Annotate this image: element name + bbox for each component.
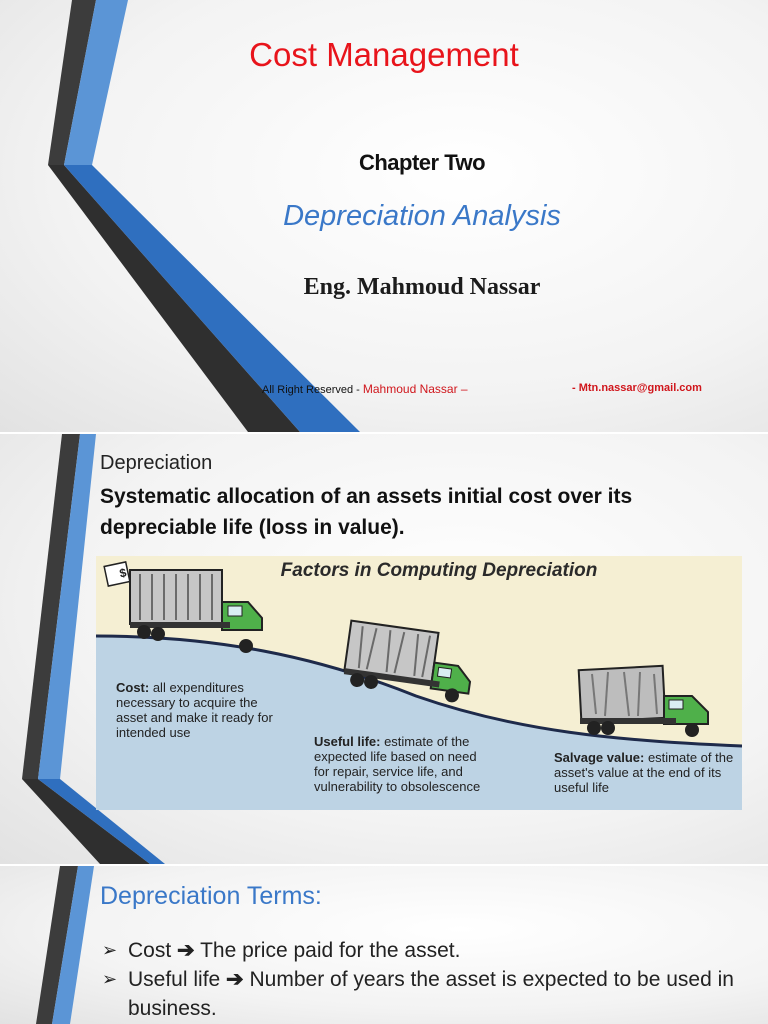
copyright-text: All Right Reserved - (262, 384, 363, 396)
copyright-footer (262, 382, 468, 396)
slide-heading: Depreciation (100, 452, 213, 474)
bullet-arrow-icon: ➢ (102, 940, 118, 960)
title-slide (0, 0, 768, 432)
author-name: Eng. Mahmoud Nassar (303, 274, 541, 300)
list-item (100, 965, 740, 1023)
cost-term: Cost: (116, 680, 150, 695)
figure-title: Factors in Computing Depreciation (280, 560, 598, 581)
right-arrow-icon: ➔ (226, 968, 244, 991)
cost-label (116, 680, 281, 740)
author-email: - Mtn.nassar@gmail.com (572, 382, 702, 394)
slide-heading: Depreciation Terms: (100, 882, 322, 910)
useful-life-label (314, 734, 492, 794)
cost-description: all expenditures necessary to acquire the asset and make it ready for intended use (116, 680, 273, 740)
old-truck-icon (579, 666, 708, 737)
slide-subtitle: Depreciation Analysis (283, 200, 561, 232)
term: Cost (128, 939, 172, 962)
salvage-value-description: estimate of the asset's value at the end of its useful life (554, 750, 734, 795)
depreciation-slide (0, 434, 768, 864)
chapter-label: Chapter Two (358, 150, 486, 175)
right-arrow-icon: ➔ (177, 939, 195, 962)
salvage-value-label (554, 750, 734, 795)
depreciation-terms-slide (0, 866, 768, 1024)
term-definition: Number of years the asset is expected to be used in business. (128, 968, 734, 1020)
list-item (100, 936, 740, 965)
definition-text: Systematic allocation of an assets initial cost over its depreciable life (loss in value). (100, 485, 633, 539)
useful-life-description: estimate of the expected life based on need for repair, service life, and vulnerability to obsolescence (314, 734, 481, 794)
bullet-arrow-icon: ➢ (102, 969, 118, 989)
depreciation-figure (96, 556, 742, 810)
presentation-title: Cost Management (249, 36, 519, 73)
term-definition: The price paid for the asset. (200, 939, 461, 962)
copyright-name: Mahmoud Nassar (362, 382, 458, 396)
useful-life-term: Useful life: (314, 734, 381, 749)
terms-list (100, 936, 740, 1023)
term: Useful life (128, 968, 221, 991)
dollar-sign: $ (118, 565, 128, 581)
salvage-value-term: Salvage value: (554, 750, 645, 765)
copyright-dash: – (457, 382, 468, 396)
